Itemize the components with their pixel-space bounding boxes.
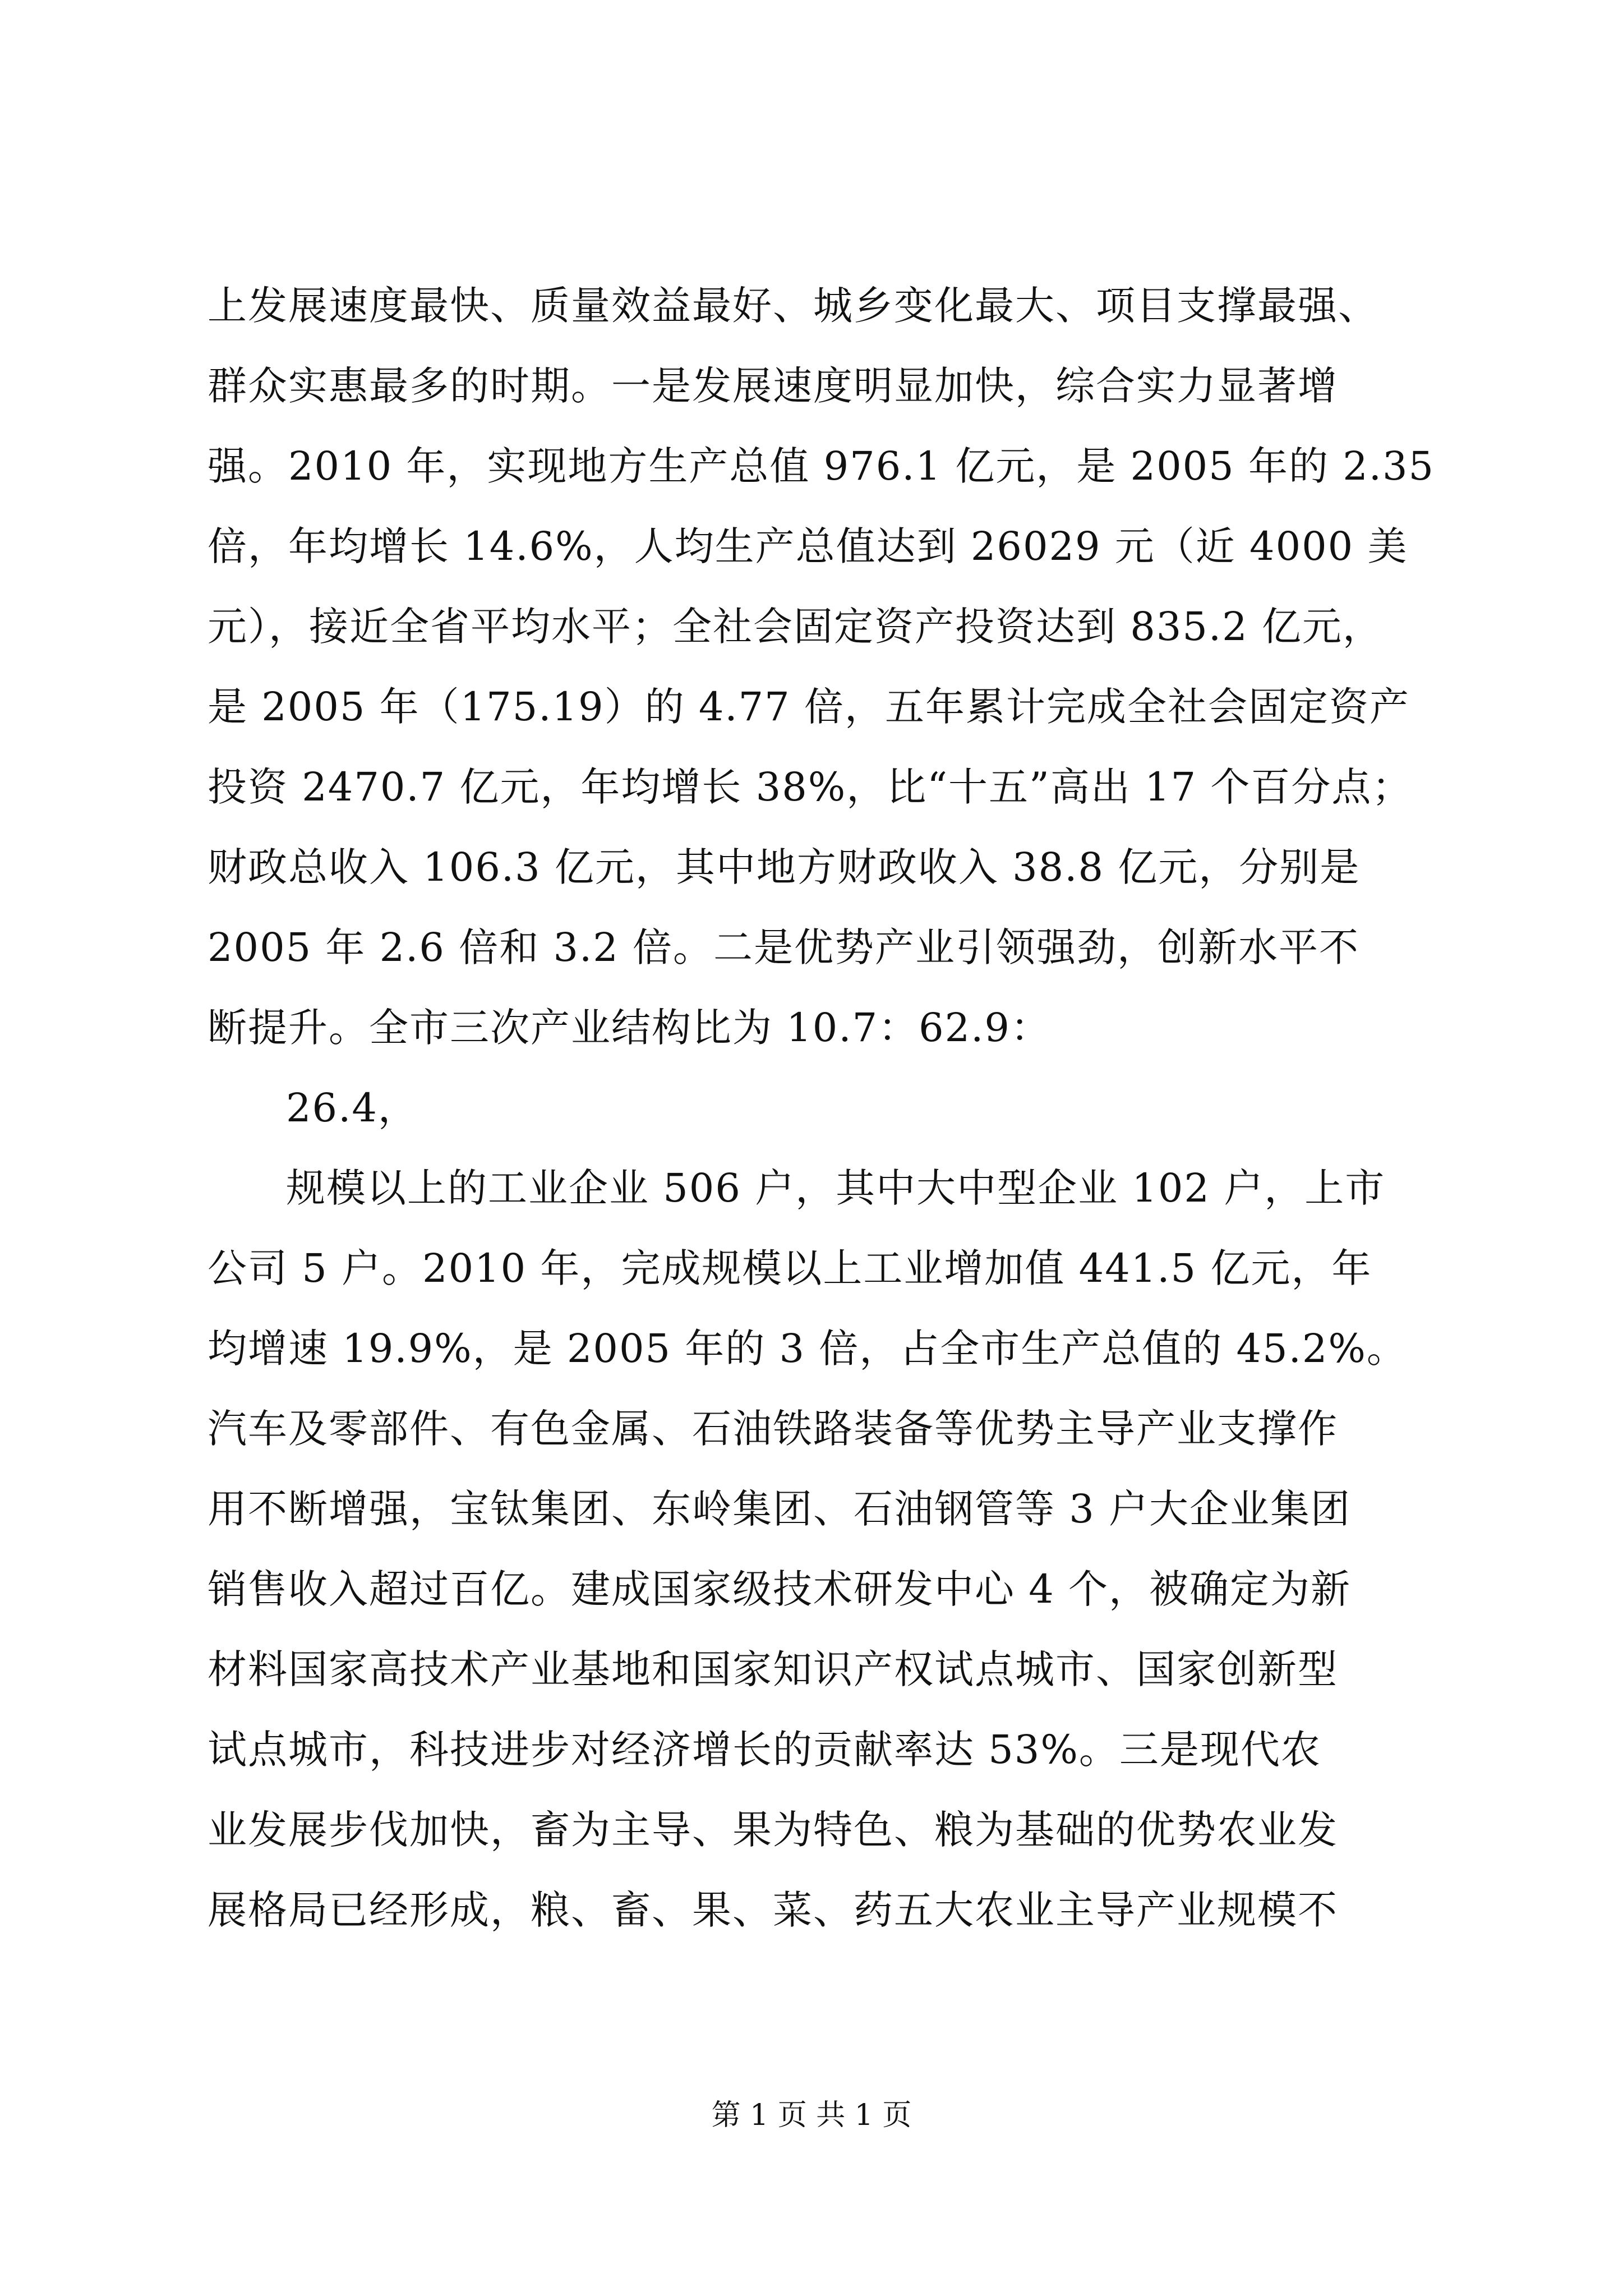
paragraph-first-line: 规模以上的工业企业 506 户，其中大中型企业 102 户，上市 (286, 1165, 1386, 1211)
text-line: 均增速 19.9%，是 2005 年的 3 倍，占全市生产总值的 45.2%。 (208, 1326, 1407, 1372)
text-line: 断提升。全市三次产业结构比为 10.7：62.9： (208, 1005, 1051, 1051)
text-line: 销售收入超过百亿。建成国家级技术研发中心 4 个，被确定为新 (208, 1566, 1352, 1612)
text-line: 是 2005 年（175.19）的 4.77 倍，五年累计完成全社会固定资产 (208, 684, 1410, 730)
text-line: 上发展速度最快、质量效益最好、城乡变化最大、项目支撑最强、 (208, 283, 1378, 329)
text-line: 试点城市，科技进步对经济增长的贡献率达 53%。三是现代农 (208, 1727, 1321, 1773)
text-line: 展格局已经形成，粮、畜、果、菜、药五大农业主导产业规模不 (208, 1887, 1338, 1933)
text-line: 强。2010 年，实现地方生产总值 976.1 亿元，是 2005 年的 2.35 (208, 443, 1435, 489)
text-line: 汽车及零部件、有色金属、石油铁路装备等优势主导产业支撑作 (208, 1406, 1338, 1452)
text-line: 业发展步伐加快，畜为主导、果为特色、粮为基础的优势农业发 (208, 1807, 1338, 1853)
text-line: 元），接近全省平均水平；全社会固定资产投资达到 835.2 亿元， (208, 604, 1383, 650)
text-line: 倍，年均增长 14.6%，人均生产总值达到 26029 元（近 4000 美 (208, 523, 1408, 569)
text-line: 投资 2470.7 亿元，年均增长 38%，比“十五”高出 17 个百分点； (208, 764, 1413, 810)
text-line: 财政总收入 106.3 亿元，其中地方财政收入 38.8 亿元，分别是 (208, 844, 1361, 890)
text-line: 材料国家高技术产业基地和国家知识产权试点城市、国家创新型 (208, 1646, 1338, 1692)
text-line: 26.4， (286, 1085, 418, 1131)
text-line: 群众实惠最多的时期。一是发展速度明显加快，综合实力显著增 (208, 363, 1338, 409)
text-line: 公司 5 户。2010 年，完成规模以上工业增加值 441.5 亿元，年 (208, 1245, 1372, 1291)
page-number-footer: 第 1 页 共 1 页 (711, 2099, 912, 2132)
text-line: 2005 年 2.6 倍和 3.2 倍。二是优势产业引领强劲，创新水平不 (208, 924, 1360, 970)
text-line: 用不断增强，宝钛集团、东岭集团、石油钢管等 3 户大企业集团 (208, 1486, 1352, 1532)
